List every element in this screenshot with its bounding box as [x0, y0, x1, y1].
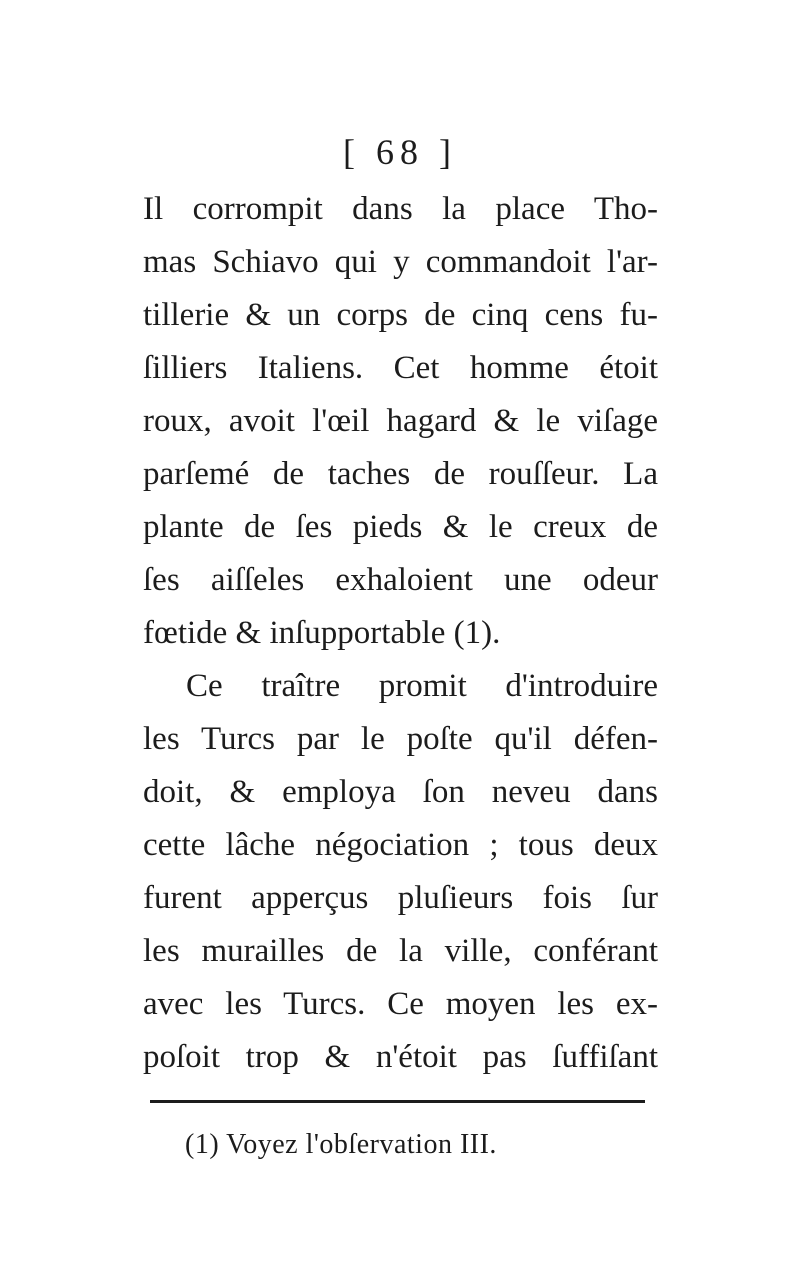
text-line: furent apperçus pluſieurs fois ſur	[143, 880, 658, 916]
text-line: tillerie & un corps de cinq cens fu-	[143, 297, 658, 333]
text-line: les murailles de la ville, conférant	[143, 933, 658, 969]
text-line: roux, avoit l'œil hagard & le viſage	[143, 403, 658, 439]
footnote-divider	[150, 1100, 645, 1103]
text-line: les Turcs par le poſte qu'il défen-	[143, 721, 658, 757]
text-line: cette lâche négociation ; tous deux	[143, 827, 658, 863]
text-line: mas Schiavo qui y commandoit l'ar-	[143, 244, 658, 280]
text-line: doit, & employa ſon neveu dans	[143, 774, 658, 810]
text-line: avec les Turcs. Ce moyen les ex-	[143, 986, 658, 1022]
footnote: (1) Voyez l'obſervation III.	[185, 1129, 497, 1160]
text-line: Il corrompit dans la place Tho-	[143, 191, 658, 227]
text-line: poſoit trop & n'étoit pas ſuffiſant	[143, 1039, 658, 1075]
text-line: ſes aiſſeles exhaloient une odeur	[143, 562, 658, 598]
text-line: fœtide & inſupportable (1).	[143, 615, 501, 651]
page-number: [ 68 ]	[343, 132, 457, 172]
text-line: Ce traître promit d'introduire	[186, 668, 658, 704]
text-line: ſilliers Italiens. Cet homme étoit	[143, 350, 658, 386]
text-line: plante de ſes pieds & le creux de	[143, 509, 658, 545]
text-line: parſemé de taches de rouſſeur. La	[143, 456, 658, 492]
